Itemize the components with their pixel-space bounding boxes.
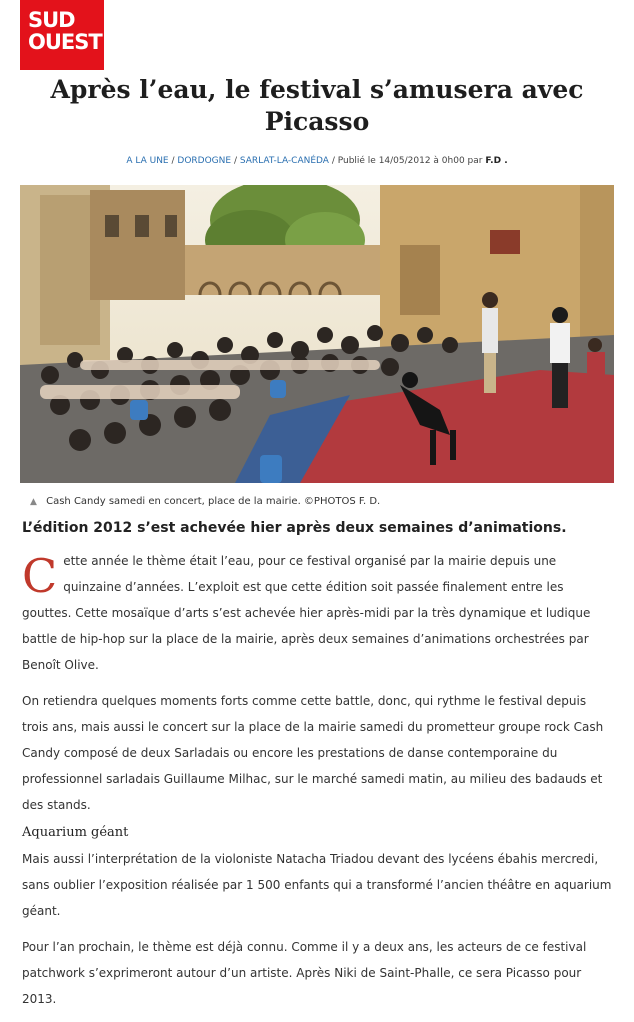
breadcrumb-dordogne[interactable]: DORDOGNE (177, 156, 232, 166)
logo-line2: OUEST (28, 30, 102, 54)
paragraph-1 (22, 548, 616, 678)
photo-caption (30, 496, 380, 507)
article-body (22, 548, 616, 1022)
published-date: Publié le 14/05/2012 à 0h00 par (337, 156, 483, 166)
subhead-aquarium: Aquarium géant (22, 825, 129, 840)
article-title: Après l’eau, le festival s’amusera avec Picasso (50, 75, 584, 136)
paragraph-4: Pour l’an prochain, le thème est déjà connu. Comme il y a deux ans, les acteurs de ce festival patchwork s’exprimeront autour d’un artiste. Après Niki de Saint-Phalle, ce sera Picasso pour 2013. (22, 940, 587, 1006)
breadcrumb-sarlat[interactable]: SARLAT-LA-CANÉDA (239, 156, 329, 166)
logo-line1: SUD (28, 8, 75, 32)
caption-text: Cash Candy samedi en concert, place de la mairie. ©PHOTOS F. D. (46, 496, 381, 507)
author: F.D . (485, 156, 508, 166)
concert-crowd-illustration (20, 185, 614, 483)
article-photo (20, 185, 614, 483)
sud-ouest-logo[interactable] (20, 0, 104, 70)
breadcrumb-a-la-une[interactable]: A LA UNE (126, 156, 169, 166)
paragraph-1-text: ette année le thème était l’eau, pour ce festival organisé par la mairie depuis une quinzaine d’années. L’exploit est que cette édition soit passée finalement entre les gouttes. Cette mosaïque d’arts s’est achevée hier après-midi par la très dynamique et ludique battle de hip-hop sur la place de la mairie, après deux semaines d’animations orchestrées par Benoît Olive. (22, 554, 591, 672)
caption-triangle-icon: ▲ (30, 497, 37, 507)
article-lead: L’édition 2012 s’est achevée hier après deux semaines d’animations. (22, 520, 567, 536)
dropcap: C (22, 549, 58, 603)
paragraph-2: On retiendra quelques moments forts comme cette battle, donc, qui rythme le festival depuis trois ans, mais aussi le concert sur la place de la mairie samedi du prometteur groupe rock Cash Candy composé de deux Sarladais ou encore les prestations de danse contemporaine du professionnel sarladais Guillaume Milhac, sur le marché samedi matin, au milieu des badauds et des stands. (22, 694, 604, 812)
article-meta: A LA UNE / DORDOGNE / SARLAT-LA-CANÉDA / Publié le 14/05/2012 à 0h00 par F.D . (126, 156, 508, 166)
paragraph-3: Mais aussi l’interprétation de la violoniste Natacha Triadou devant des lycéens ébahis mercredi, sans oublier l’exposition réalisée par 1 500 enfants qui a transformé l’ancien théâtre en aquarium géant. (22, 852, 612, 918)
